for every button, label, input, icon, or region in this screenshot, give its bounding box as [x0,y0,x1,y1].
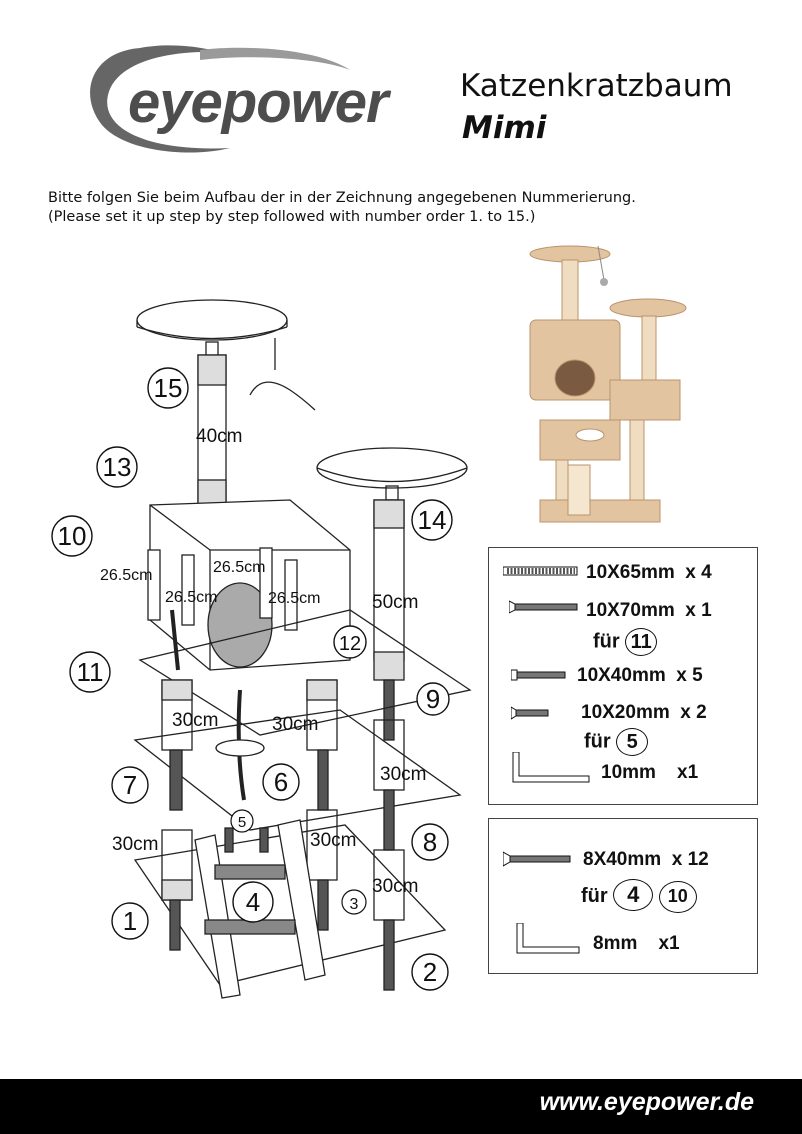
hw1-item3-qty: x 5 [676,665,703,686]
length-30cm-1: 30cm [112,834,159,855]
length-26-5-a: 26.5cm [100,567,153,584]
hw1-item5-qty: x1 [677,762,699,783]
hw1-for-step-5: 5 [616,728,648,756]
short-screw-icon [511,706,551,720]
hw1-item1-label: 10X65mm [586,562,675,583]
length-26-5-c: 26.5cm [165,589,218,606]
hardware-box-1 [488,547,758,805]
hw2-item1-label: 8X40mm [583,849,662,870]
length-50cm: 50cm [372,592,419,613]
hw1-item4-label: 10X20mm [581,702,670,723]
svg-text:eyepower: eyepower [128,70,388,135]
step-2: 2 [422,957,438,987]
step-3: 3 [349,896,359,913]
allen-key-icon [511,752,591,788]
length-26-5-d: 26.5cm [268,590,321,607]
step-12: 12 [338,633,362,655]
hw1-item2-label: 10X70mm [586,600,675,621]
footer-url[interactable]: www.eyepower.de [539,1088,754,1116]
step-13: 13 [102,452,132,482]
hw2-item2-label: 8mm [593,933,638,954]
step-4: 4 [245,887,261,917]
screw-icon [503,851,573,867]
hw1-for-step-11: 11 [625,628,657,656]
length-30cm-9: 30cm [380,764,427,785]
hw1-item3-label: 10X40mm [577,665,666,686]
length-30cm-7: 30cm [172,710,219,731]
step-1: 1 [122,906,138,936]
hardware-box-2 [488,818,758,974]
hw1-item1-qty: x 4 [685,562,712,583]
hw2-for-label: für [581,885,608,907]
instruction-de: Bitte folgen Sie beim Aufbau der in der Zeichnung angegebenen Nummerierung. [48,190,636,206]
hw1-item2-qty: x 1 [685,600,712,621]
hw1-item5-label: 10mm [601,762,656,783]
hw1-for-label-2: für [584,730,611,753]
step-11: 11 [76,657,104,687]
step-6: 6 [273,767,289,797]
hw1-for-label-1: für [593,630,620,653]
step-8: 8 [422,827,438,857]
product-category-title: Katzenkratzbaum [460,68,733,104]
step-5: 5 [237,814,247,831]
length-26-5-b: 26.5cm [213,559,266,576]
length-30cm-2: 30cm [372,876,419,897]
hw2-item1-qty: x 12 [671,849,709,870]
step-7: 7 [122,770,138,800]
screw-icon [509,600,579,614]
step-15: 15 [153,373,183,403]
step-10: 10 [57,521,87,551]
hw2-for-step-10: 10 [659,881,697,913]
allen-key-icon [515,923,581,959]
hw2-for-step-4: 4 [613,879,653,911]
bolt-icon [511,668,567,682]
hw2-item2-qty: x1 [658,933,680,954]
length-30cm-3: 30cm [310,830,357,851]
eyepower-logo [80,40,420,155]
length-40cm: 40cm [196,426,243,447]
long-bolt-icon [503,566,579,576]
hw1-item4-qty: x 2 [680,702,707,723]
length-30cm-6: 30cm [272,714,319,735]
step-9: 9 [425,684,441,714]
step-14: 14 [417,505,447,535]
instruction-en: (Please set it up step by step followed with number order 1. to 15.) [48,209,536,225]
product-name-title: Mimi [462,110,547,146]
